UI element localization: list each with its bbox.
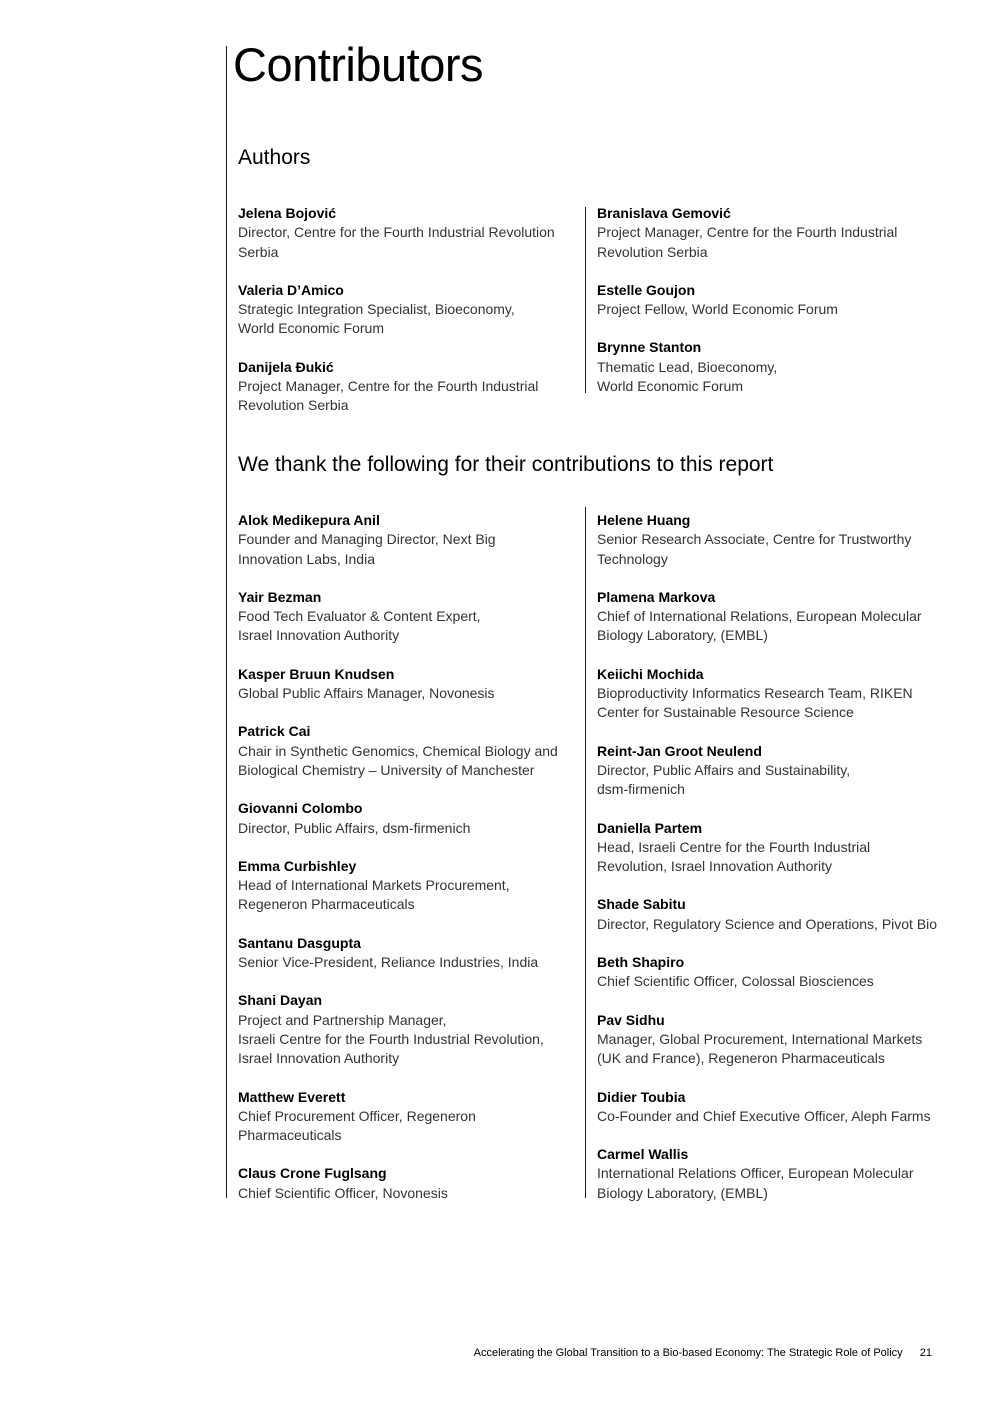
footer-report-title: Accelerating the Global Transition to a Bio-based Economy: bbox=[473, 1347, 765, 1359]
contributor-name: Giovanni Colombo bbox=[238, 800, 363, 817]
author-name: Brynne Stanton bbox=[597, 339, 702, 356]
contributors-column-divider bbox=[585, 507, 586, 1198]
contributor-entry bbox=[238, 665, 578, 704]
contributor-entry bbox=[597, 1011, 942, 1069]
contributor-entry bbox=[238, 588, 578, 646]
author-entry bbox=[597, 204, 937, 262]
contributor-role: Head of International Markets Procurement, Regeneron Pharmaceuticals bbox=[238, 877, 510, 913]
author-name: Valeria D’Amico bbox=[238, 281, 344, 298]
contributor-name: Helene Huang bbox=[597, 512, 691, 528]
contributor-entry bbox=[238, 799, 578, 838]
authors-heading: Authors bbox=[238, 146, 311, 169]
contributor-role: Head, Israeli Centre for the Fourth Industrial Revolution, Israel Innovation Authority bbox=[597, 838, 871, 875]
contributor-role: International Relations Officer, European Molecular Biology Laboratory, (EMBL) bbox=[597, 1165, 914, 1201]
contributor-role: Founder and Managing Director, Next Big Innovation Labs, India bbox=[238, 531, 496, 567]
author-name: Estelle Goujon bbox=[597, 281, 696, 298]
contributor-entry bbox=[597, 511, 942, 569]
contributor-role: Chief Scientific Officer, Colossal Biosciences bbox=[597, 973, 874, 990]
contributor-name: Carmel Wallis bbox=[597, 1146, 689, 1163]
author-role: Project Fellow, World Economic Forum bbox=[597, 301, 838, 318]
author-role: Director, Centre for the Fourth Industrial Revolution Serbia bbox=[238, 224, 555, 260]
contributor-role: Project and Partnership Manager, Israeli Centre for the Fourth Industrial Revolution, Israel Innovation Authority bbox=[238, 1011, 544, 1067]
contributor-role: Director, Public Affairs, dsm-firmenich bbox=[238, 819, 471, 836]
author-entry bbox=[238, 204, 578, 262]
contributor-entry bbox=[597, 1145, 942, 1203]
contributor-name: Reint-Jan Groot Neulend bbox=[597, 742, 762, 759]
contributor-role: Senior Vice-President, Reliance Industries, India bbox=[238, 954, 539, 971]
contributor-name: Didier Toubia bbox=[597, 1088, 686, 1105]
authors-column-divider bbox=[585, 207, 586, 393]
contributor-name: Patrick Cai bbox=[238, 723, 311, 740]
contributor-name: Beth Shapiro bbox=[597, 954, 685, 971]
contributor-entry bbox=[238, 1088, 578, 1146]
left-margin-rule bbox=[226, 46, 227, 1198]
author-name: Branislava Gemović bbox=[597, 205, 731, 221]
contributor-name: Daniella Partem bbox=[597, 819, 703, 836]
contributor-name: Santanu Dasgupta bbox=[238, 934, 361, 951]
footer-report-subtitle: The Strategic Role of Policy bbox=[766, 1347, 903, 1359]
contributor-name: Alok Medikepura Anil bbox=[238, 512, 380, 528]
contributor-entry bbox=[597, 588, 942, 646]
contributor-entry bbox=[597, 665, 942, 723]
contributor-role: Manager, Global Procurement, International Markets (UK and France), Regeneron Pharmaceuticals bbox=[597, 1030, 923, 1067]
contributor-role: Global Public Affairs Manager, Novonesis bbox=[238, 685, 495, 702]
contributors-right-column bbox=[597, 511, 942, 1203]
author-role: Project Manager, Centre for the Fourth Industrial Revolution Serbia bbox=[238, 378, 539, 414]
acknowledgements-heading: We thank the following for their contributions to this report bbox=[238, 453, 774, 476]
contributor-role: Co-Founder and Chief Executive Officer, Aleph Farms bbox=[597, 1107, 931, 1124]
author-entry bbox=[597, 338, 937, 396]
contributor-name: Kasper Bruun Knudsen bbox=[238, 665, 395, 682]
contributor-entry bbox=[597, 819, 942, 877]
author-entry bbox=[597, 281, 937, 320]
page-number: 21 bbox=[919, 1347, 932, 1359]
contributor-entry bbox=[597, 953, 942, 992]
contributor-entry bbox=[238, 934, 578, 973]
contributor-role: Bioproductivity Informatics Research Team, RIKEN Center for Sustainable Resource Science bbox=[597, 685, 913, 721]
contributor-name: Shani Dayan bbox=[238, 992, 323, 1009]
contributor-entry bbox=[238, 511, 578, 569]
contributors-left-column bbox=[238, 511, 578, 1203]
contributor-name: Pav Sidhu bbox=[597, 1011, 665, 1028]
contributor-name: Matthew Everett bbox=[238, 1088, 346, 1105]
contributor-name: Claus Crone Fuglsang bbox=[238, 1165, 387, 1182]
contributor-role: Chair in Synthetic Genomics, Chemical Biology and Biological Chemistry – University of Manchester bbox=[238, 742, 558, 778]
contributor-role: Director, Public Affairs and Sustainability, dsm-firmenich bbox=[597, 761, 851, 798]
contributor-entry bbox=[238, 1164, 578, 1203]
contributor-role: Senior Research Associate, Centre for Trustworthy Technology bbox=[597, 531, 912, 567]
author-entry bbox=[238, 281, 578, 339]
authors-right-column bbox=[597, 204, 937, 396]
contributor-entry bbox=[597, 742, 942, 800]
page-footer bbox=[474, 1346, 932, 1360]
contributor-name: Yair Bezman bbox=[238, 588, 322, 605]
contributor-role: Director, Regulatory Science and Operations, Pivot Bio bbox=[597, 915, 938, 932]
contributor-entry bbox=[597, 895, 942, 934]
contributor-name: Emma Curbishley bbox=[238, 857, 357, 874]
contributor-role: Chief Scientific Officer, Novonesis bbox=[238, 1184, 448, 1201]
contributor-name: Shade Sabitu bbox=[597, 896, 686, 913]
contributor-name: Plamena Markova bbox=[597, 588, 716, 605]
contributor-role: Chief of International Relations, European Molecular Biology Laboratory, (EMBL) bbox=[597, 608, 922, 644]
page-title: Contributors bbox=[233, 38, 483, 91]
author-name: Danijela Đukić bbox=[238, 358, 334, 375]
contributor-role: Food Tech Evaluator & Content Expert, Israel Innovation Authority bbox=[238, 608, 481, 644]
authors-left-column bbox=[238, 204, 578, 416]
contributor-name: Keiichi Mochida bbox=[597, 665, 704, 682]
author-role: Strategic Integration Specialist, Bioeconomy, World Economic Forum bbox=[238, 301, 515, 337]
contributor-entry bbox=[597, 1088, 942, 1127]
author-entry bbox=[238, 358, 578, 416]
contributor-entry bbox=[238, 991, 578, 1068]
contributor-entry bbox=[238, 857, 578, 915]
contributor-entry bbox=[238, 722, 578, 780]
author-name: Jelena Bojović bbox=[238, 205, 337, 221]
contributor-role: Chief Procurement Officer, Regeneron Pharmaceuticals bbox=[238, 1107, 476, 1144]
author-role: Thematic Lead, Bioeconomy, World Economic Forum bbox=[597, 358, 778, 395]
author-role: Project Manager, Centre for the Fourth Industrial Revolution Serbia bbox=[597, 224, 898, 260]
